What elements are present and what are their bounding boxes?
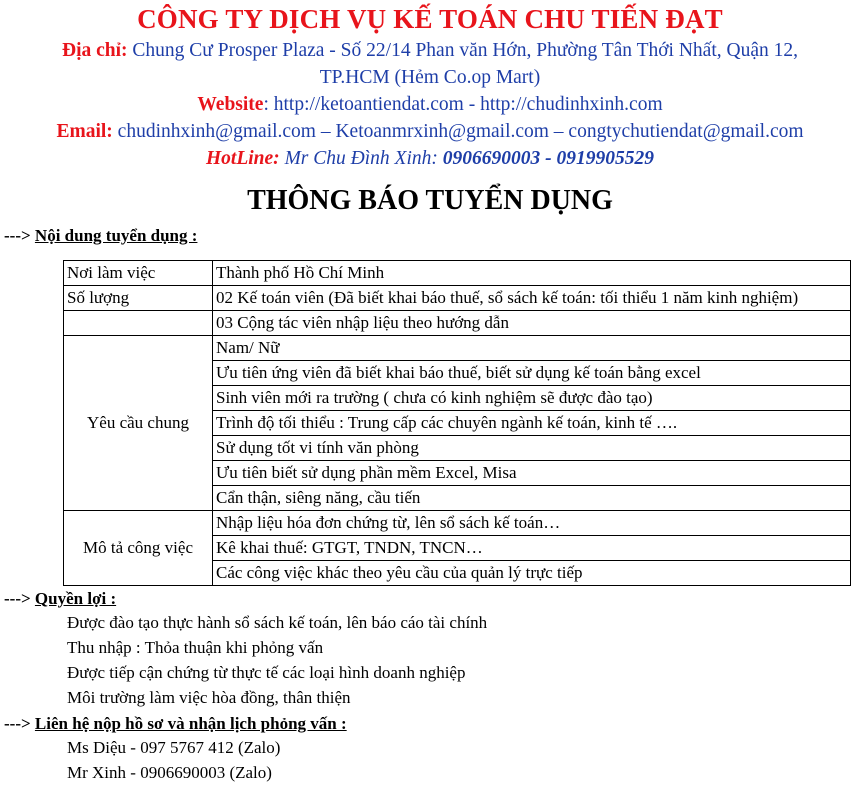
quantity-label: Số lượng [64,286,213,311]
requirement-item: Ưu tiên ứng viên đã biết khai báo thuế, biết sử dụng kế toán bằng excel [213,361,851,386]
quantity-value-1: 02 Kế toán viên (Đã biết khai báo thuế, sổ sách kế toán: tối thiểu 1 năm kinh nghiệm) [213,286,851,311]
section-label: Liên hệ nộp hồ sơ và nhận lịch phỏng vấn : [34,714,347,733]
description-item: Kê khai thuế: GTGT, TNDN, TNCN… [213,536,851,561]
requirement-item: Cẩn thận, siêng năng, cầu tiến [213,486,851,511]
address-line-2: TP.HCM (Hẻm Co.op Mart) [319,67,541,88]
contacts-list [67,735,280,785]
section-arrow: ---> [4,714,31,733]
hotline-numbers: 0906690003 - 0919905529 [442,148,654,169]
table-row [64,311,851,336]
recruitment-table [63,260,851,586]
email-value[interactable]: chudinhxinh@gmail.com – Ketoanmrxinh@gmail.com – congtychutiendat@gmail.com [112,121,804,142]
table-row [64,511,851,536]
section-contact-heading [4,714,347,734]
email-line [0,121,860,143]
table-row [64,286,851,311]
section-arrow: ---> [4,589,31,608]
table-row [64,336,851,361]
requirement-item: Sử dụng tốt vi tính văn phòng [213,436,851,461]
description-item: Nhập liệu hóa đơn chứng từ, lên sổ sách kế toán… [213,511,851,536]
requirement-item: Nam/ Nữ [213,336,851,361]
description-item: Các công việc khác theo yêu cầu của quản lý trực tiếp [213,561,851,586]
hotline-name: Mr Chu Đình Xinh: [279,148,443,169]
benefit-item: Thu nhập : Thỏa thuận khi phỏng vấn [67,638,324,657]
section-content-heading [4,226,197,246]
section-label: Nội dung tuyển dụng : [34,226,198,245]
contact-item: Mr Xinh - 0906690003 (Zalo) [67,763,272,782]
section-benefits-heading [4,589,116,609]
table-row [64,261,851,286]
benefit-item: Môi trường làm việc hòa đồng, thân thiện [67,688,351,707]
requirement-item: Sinh viên mới ra trường ( chưa có kinh nghiệm sẽ được đào tạo) [213,386,851,411]
website-line [0,94,860,116]
email-label: Email: [56,121,113,142]
requirements-label: Yêu cầu chung [64,336,213,511]
benefits-list [67,610,487,710]
workplace-label: Nơi làm việc [64,261,213,286]
company-name: CÔNG TY DỊCH VỤ KẾ TOÁN CHU TIẾN ĐẠT [137,4,723,34]
quantity-value-2: 03 Cộng tác viên nhập liệu theo hướng dẫn [213,311,851,336]
address-label: Địa chỉ: [62,40,128,61]
benefit-item: Được tiếp cận chứng từ thực tế các loại hình doanh nghiệp [67,663,466,682]
description-label: Mô tả công việc [64,511,213,586]
hotline-label: HotLine: [206,148,280,169]
website-label: Website [197,94,264,115]
page-title: THÔNG BÁO TUYỂN DỤNG [247,185,613,216]
section-arrow: ---> [4,226,31,245]
benefit-item: Được đào tạo thực hành sổ sách kế toán, lên báo cáo tài chính [67,613,488,632]
workplace-value: Thành phố Hồ Chí Minh [213,261,851,286]
address-value: Chung Cư Prosper Plaza - Số 22/14 Phan văn Hớn, Phường Tân Thới Nhất, Quận 12, [127,40,798,61]
quantity-label-empty [64,311,213,336]
section-label: Quyền lợi : [34,589,117,608]
requirement-item: Trình độ tối thiểu : Trung cấp các chuyên ngành kế toán, kinh tế …. [213,411,851,436]
contact-item: Ms Diệu - 097 5767 412 (Zalo) [67,738,281,757]
website-value[interactable]: : http://ketoantiendat.com - http://chudinhxinh.com [263,94,663,115]
address-line-1 [0,40,860,62]
requirement-item: Ưu tiên biết sử dụng phần mềm Excel, Misa [213,461,851,486]
hotline-line [0,148,860,170]
